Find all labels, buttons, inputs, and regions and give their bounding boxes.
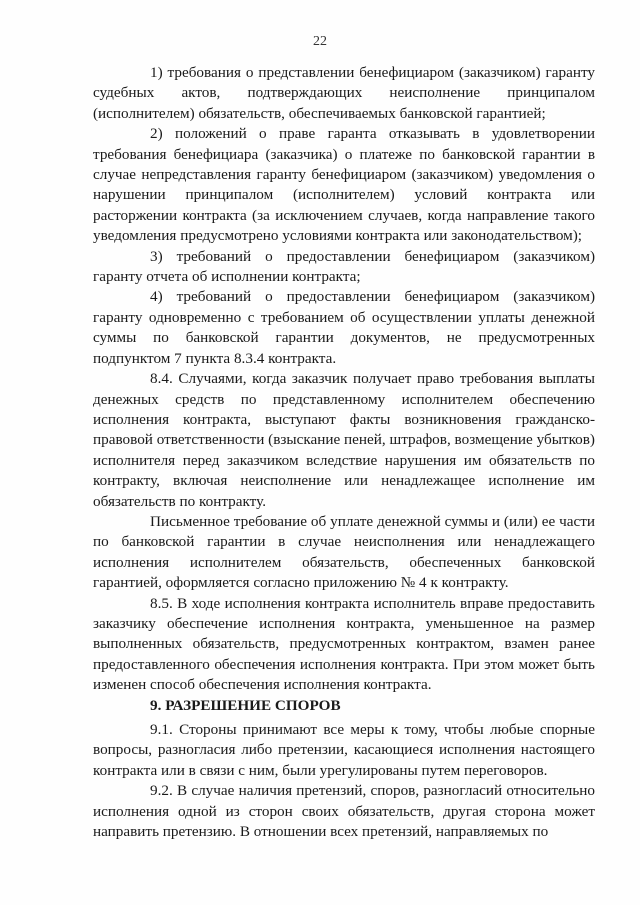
paragraph-item-3: 3) требований о предоставлении бенефициаром (заказчиком) гаранту отчета об исполнении контракта; <box>93 247 595 286</box>
paragraph-item-2: 2) положений о праве гаранта отказывать в удовлетворении требования бенефициара (заказчика) о платеже по банковской гарантии в случае непредставления гаранту бенефициаром (заказчиком) уведомления о нарушении принципалом (исполнителем) условий контракта или расторжении контракта (за исключением случаев, когда направление такого уведомления предусмотрено условиями контракта или законодательством); <box>93 125 595 245</box>
paragraph-item-4: 4) требований о предоставлении бенефициаром (заказчиком) гаранту одновременно с требованием об осуществлении уплаты денежной суммы по банковской гарантии документов, не предусмотренных подпунктом 7 пункта 8.3.4 контракта. <box>93 288 595 367</box>
paragraph-item-1: 1) требования о представлении бенефициаром (заказчиком) гаранту судебных актов, подтверждающих неисполнение принципалом (исполнителем) обязательств, обеспечиваемых банковской гарантией; <box>93 64 595 122</box>
document-body <box>93 63 595 842</box>
paragraph-9-1: 9.1. Стороны принимают все меры к тому, чтобы любые спорные вопросы, разногласия либо претензии, касающиеся исполнения настоящего контракта или в связи с ним, были урегулированы путем переговоров. <box>93 721 595 779</box>
paragraph-9-2: 9.2. В случае наличия претензий, споров, разногласий относительно исполнения одной из сторон своих обязательств, другая сторона может направить претензию. В отношении всех претензий, направляемых по <box>93 782 595 841</box>
paragraph-8-4: 8.4. Случаями, когда заказчик получает право требования выплаты денежных средств по представленному исполнителем обеспечению исполнения контракта, выступают факты возникновения гражданско-правовой ответственности (взыскание пеней, штрафов, возмещение убытков) исполнителя перед заказчиком вследствие нарушения им обязательств по контракту, включая неисполнение или ненадлежащее исполнение им обязательств по контракту. <box>93 370 595 510</box>
paragraph-8-5: 8.5. В ходе исполнения контракта исполнитель вправе предоставить заказчику обеспечение исполнения контракта, уменьшенное на размер выполненных обязательств, предусмотренных контрактом, взамен ранее предоставленного обеспечения исполнения контракта. При этом может быть изменен способ обеспечения исполнения контракта. <box>93 594 595 694</box>
section-heading: 9. РАЗРЕШЕНИЕ СПОРОВ <box>150 696 341 714</box>
page-number: 22 <box>313 34 327 49</box>
paragraph-written-demand: Письменное требование об уплате денежной суммы и (или) ее части по банковской гарантии в случае неисполнения или ненадлежащего исполнения исполнителем обязательств, обеспеченных банковской гарантией, оформляется согласно приложению № 4 к контракту. <box>93 512 595 592</box>
